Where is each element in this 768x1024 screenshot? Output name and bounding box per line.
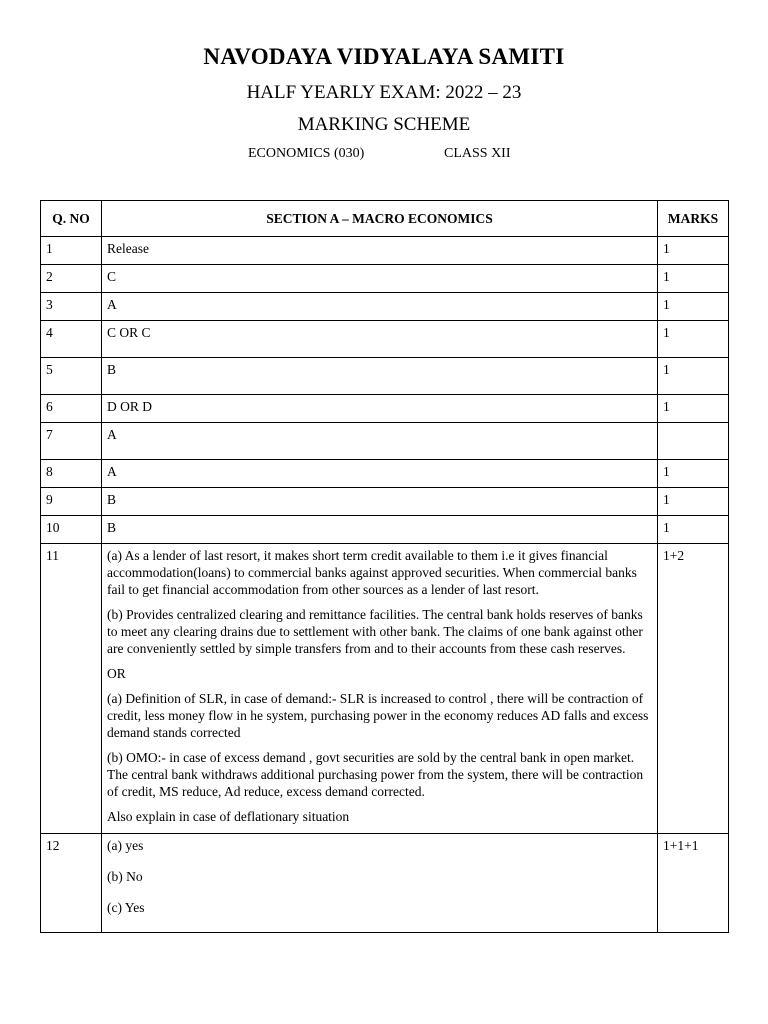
table-row [41,460,729,488]
answer-cell: A [102,423,658,460]
marks-cell: 1 [658,460,729,488]
answer-paragraph: (b) OMO:- in case of excess demand , govt securities are sold by the central bank in open market. The central bank withdraws additional purchasing power from the system, there will be contraction of credit, MS reduce, Ad reduce, excess demand corrected. [107,750,644,799]
answer-part: (b) No [107,869,143,884]
subject-label: ECONOMICS (030) [248,146,365,161]
table-row [41,516,729,544]
question-number: 11 [41,544,102,834]
answer-paragraph: Also explain in case of deflationary situation [107,809,350,824]
answer-cell: A [102,293,658,321]
question-number: 1 [41,237,102,265]
answer-cell [102,544,658,834]
marks-cell: 1 [658,265,729,293]
marks-cell: 1+1+1 [658,834,729,933]
answer-part: (c) Yes [107,900,145,915]
exam-name: HALF YEARLY EXAM: 2022 – 23 [246,82,522,103]
answer-cell: B [102,488,658,516]
answer-cell: B [102,358,658,395]
marking-scheme-table [40,200,729,933]
table-row [41,423,729,460]
answer-paragraph: (a) As a lender of last resort, it makes short term credit available to them i.e it gives financial accommodation(loans) to commercial banks against approved securities. When commercial banks fail to get financial accommodation from other sources as a lender of last resort. [107,548,637,597]
table-header-row [41,201,729,237]
column-header-qno: Q. NO [41,201,102,237]
answer-cell: Release [102,237,658,265]
table-row [41,237,729,265]
answer-paragraph: (a) Definition of SLR, in case of demand:- SLR is increased to control , there will be contraction of credit, less money flow in he system, purchasing power in the economy reduces AD falls and excess demand stands corrected [107,691,649,740]
question-number: 3 [41,293,102,321]
marks-cell: 1 [658,516,729,544]
question-number: 8 [41,460,102,488]
marks-cell: 1 [658,488,729,516]
answer-cell: A [102,460,658,488]
class-label: CLASS XII [444,146,511,161]
question-number: 7 [41,423,102,460]
document-subtitle: MARKING SCHEME [297,114,471,135]
table-row [41,265,729,293]
question-number: 10 [41,516,102,544]
answer-cell [102,834,658,933]
answer-cell: C OR C [102,321,658,358]
table-row [41,544,729,834]
question-number: 12 [41,834,102,933]
marks-cell: 1 [658,358,729,395]
marks-cell: 1+2 [658,544,729,834]
column-header-section: SECTION A – MACRO ECONOMICS [102,201,658,237]
answer-cell: C [102,265,658,293]
table-row [41,321,729,358]
marks-cell: 1 [658,395,729,423]
marks-cell: 1 [658,237,729,265]
table-row [41,358,729,395]
answer-paragraph: OR [107,666,126,681]
document-title: NAVODAYA VIDYALAYA SAMITI [203,44,565,69]
answer-part: (a) yes [107,838,144,853]
column-header-marks: MARKS [658,201,729,237]
question-number: 5 [41,358,102,395]
table-row [41,834,729,933]
question-number: 2 [41,265,102,293]
question-number: 6 [41,395,102,423]
marks-cell: 1 [658,321,729,358]
answer-cell: B [102,516,658,544]
marks-cell: 1 [658,293,729,321]
table-row [41,488,729,516]
answer-paragraph: (b) Provides centralized clearing and remittance facilities. The central bank holds reserves of banks to meet any clearing drains due to settlement with other bank. The claims of one bank against other are conveniently settled by simple transfers from and to their accounts from these cash reserves. [107,607,643,656]
marks-cell [658,423,729,460]
answer-cell: D OR D [102,395,658,423]
question-number: 4 [41,321,102,358]
table-row [41,293,729,321]
question-number: 9 [41,488,102,516]
table-row [41,395,729,423]
